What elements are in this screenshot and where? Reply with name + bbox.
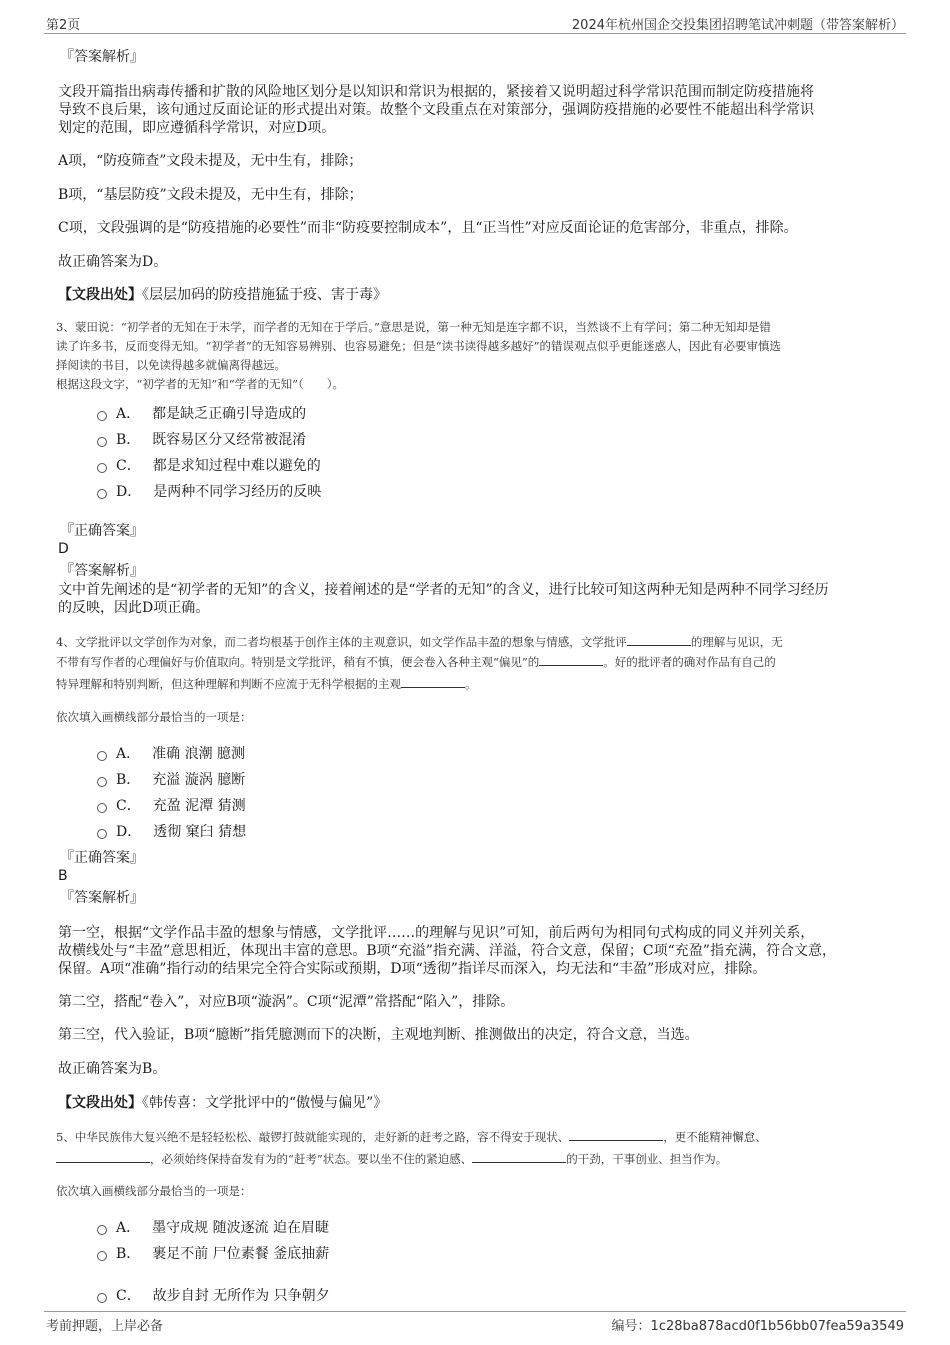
radio-option-c[interactable] [97, 463, 107, 473]
option-b[interactable] [116, 429, 306, 449]
option-letter: A． [116, 746, 141, 762]
option-a[interactable] [116, 743, 245, 763]
source-title: 《层层加码的防疫措施猛于疫、害于毒》 [142, 287, 387, 303]
question-text: 不带有写作者的心理偏好与价值取向。特别是文学批评，稍有不慎，便会卷入各种主观“偏见”的 [56, 655, 540, 669]
option-c[interactable] [116, 1285, 330, 1305]
option-text: 充溢 漩涡 臆断 [152, 772, 246, 788]
option-d[interactable] [116, 821, 246, 841]
document-code [612, 1315, 904, 1334]
correct-answer-text: 故正确答案为B。 [58, 1061, 167, 1077]
option-letter: C． [116, 1288, 141, 1304]
question-text: 4、文学批评以文学创作为对象，而二者均根基于创作主体的主观意识，如文学作品丰盈的想象与情感，文学批评 [56, 635, 627, 649]
option-text: 都是求知过程中难以避免的 [152, 458, 321, 474]
source-title: 《韩传喜：文学批评中的“傲慢与偏见”》 [142, 1095, 388, 1111]
header-divider [44, 33, 906, 34]
document-title: 2024年杭州国企交投集团招聘笔试冲刺题（带答案解析） [571, 18, 904, 33]
option-a[interactable] [116, 403, 306, 423]
fill-blank [539, 653, 603, 666]
radio-option-a[interactable] [97, 411, 107, 421]
option-a[interactable] [116, 1217, 329, 1237]
option-d[interactable] [116, 481, 321, 501]
option-c[interactable] [116, 795, 246, 815]
option-b[interactable] [116, 769, 245, 789]
question-text: 。好的批评者的确对作品有自己的 [603, 655, 776, 669]
radio-option-b[interactable] [97, 437, 107, 447]
radio-option-b[interactable] [97, 1251, 107, 1261]
radio-option-d[interactable] [97, 829, 107, 839]
option-text: 是两种不同学习经历的反映 [153, 484, 322, 500]
analysis-line: 文中首先阐述的是“初学者的无知”的含义，接着阐述的是“学者的无知”的含义，进行比较可知这两种无知是两种不同学习经历 [58, 582, 829, 598]
analysis-line: 第一空，根据“文学作品丰盈的想象与情感，文学批评……的理解与见识”可知，前后两句为相同句式构成的同义并列关系， [58, 925, 815, 941]
question-text: ，更不能精神懈怠、 [663, 1130, 767, 1144]
analysis-line: 第二空，搭配“卷入”，对应B项“漩涡”。C项“泥潭”常搭配“陷入”，排除。 [58, 994, 515, 1010]
question-line [56, 653, 776, 672]
source-citation [58, 1095, 387, 1112]
analysis-option-a: A项，“防疫筛查”文段未提及，无中生有，排除； [58, 153, 363, 169]
correct-answer-heading: 『正确答案』 [60, 523, 144, 539]
fill-blank [569, 1128, 663, 1141]
option-letter: C． [116, 458, 141, 474]
option-text: 墨守成规 随波逐流 迫在眉睫 [152, 1220, 330, 1236]
option-text: 都是缺乏正确引导造成的 [152, 406, 307, 422]
correct-answer: D [58, 541, 69, 557]
radio-option-d[interactable] [97, 489, 107, 499]
analysis-line: 文段开篇指出病毒传播和扩散的风险地区划分是以知识和常识为根据的，紧接着又说明超过科学常识范围而制定防疫措施将 [58, 84, 814, 100]
analysis-line: 划定的范围，即应遵循科学常识，对应D项。 [58, 120, 336, 136]
analysis-heading: 『答案解析』 [60, 49, 144, 65]
question-prompt: 根据这段文字，“初学者的无知”和“学者的无知”（ ）。 [56, 377, 345, 391]
option-b[interactable] [116, 1243, 329, 1263]
fill-blank [401, 675, 465, 688]
analysis-line: 保留。A项“准确”指行动的结果完全符合实际或预期，D项“透彻”指详尽而深入，均无法和“丰盈”形成对应，排除。 [58, 961, 767, 977]
correct-answer: B [58, 868, 68, 884]
question-text: ，必须始终保持奋发有为的“赶考”状态。要以坐不住的紧迫感、 [150, 1152, 473, 1166]
option-text: 既容易区分又经常被混淆 [152, 432, 307, 448]
question-text: 的理解与见识，无 [690, 635, 783, 649]
option-text: 充盈 泥潭 猜测 [152, 798, 246, 814]
question-text: 。 [465, 677, 477, 691]
code-label: 编号： [611, 1319, 651, 1334]
analysis-line: 第三空，代入验证，B项“臆断”指凭臆测而下的决断，主观地判断、推测做出的决定，符合文意，当选。 [58, 1027, 699, 1043]
option-letter: A． [116, 406, 141, 422]
radio-option-c[interactable] [97, 1293, 107, 1303]
question-line [56, 633, 783, 652]
correct-answer-text: 故正确答案为D。 [58, 254, 168, 270]
radio-option-b[interactable] [97, 777, 107, 787]
footer-divider [44, 1311, 906, 1312]
analysis-option-b: B项，“基层防疫”文段未提及，无中生有，排除； [58, 187, 363, 203]
question-line: 读了许多书，反而变得无知。“初学者”的无知容易辨别、也容易避免；但是“读书读得越多越好”的错误观点似乎更能迷惑人，因此有必要审慎选 [56, 339, 782, 353]
analysis-line: 导致不良后果，该句通过反面论证的形式提出对策。故整个文段重点在对策部分，强调防疫措施的必要性不能超出科学常识 [58, 102, 814, 118]
correct-answer-heading: 『正确答案』 [60, 850, 144, 866]
option-letter: C． [116, 798, 141, 814]
source-label: 【文段出处】 [58, 1095, 142, 1111]
option-text: 裹足不前 尸位素餐 釜底抽薪 [152, 1246, 330, 1262]
option-text: 故步自封 无所作为 只争朝夕 [152, 1288, 330, 1304]
option-letter: B． [116, 432, 141, 448]
radio-option-a[interactable] [97, 751, 107, 761]
question-text: 特异理解和特别判断，但这种理解和判断不应流于无科学根据的主观 [56, 677, 401, 691]
question-line: 3、蒙田说：“初学者的无知在于未学，而学者的无知在于学后。”意思是说，第一种无知是连字都不识，当然谈不上有学问；第二种无知却是错 [56, 320, 771, 334]
analysis-line: 故横线处与“丰盈”意思相近，体现出丰富的意思。B项“充溢”指充满、洋溢，符合文意，保留；C项“充盈”指充满，符合文意， [58, 943, 836, 959]
fill-blank [627, 633, 691, 646]
option-letter: B． [116, 772, 141, 788]
question-text: 的干劲，干事创业、担当作为。 [566, 1152, 728, 1166]
footer-slogan: 考前押题，上岸必备 [46, 1319, 164, 1334]
question-line [56, 675, 477, 694]
question-prompt: 依次填入画横线部分最恰当的一项是： [56, 710, 252, 724]
question-line [56, 1128, 767, 1147]
option-text: 透彻 窠臼 猜想 [153, 824, 247, 840]
option-letter: D． [116, 824, 142, 840]
page-number: 第2页 [46, 18, 81, 33]
analysis-heading: 『答案解析』 [60, 563, 144, 579]
option-letter: A． [116, 1220, 141, 1236]
analysis-heading: 『答案解析』 [60, 890, 144, 906]
fill-blank [56, 1150, 150, 1163]
source-label: 【文段出处】 [58, 287, 142, 303]
analysis-option-c: C项，文段强调的是“防疫措施的必要性”而非“防疫要控制成本”，且“正当性”对应反面论证的危害部分，非重点，排除。 [58, 220, 798, 236]
question-line: 择阅读的书目，以免读得越多就偏离得越远。 [56, 358, 286, 372]
fill-blank [472, 1150, 566, 1163]
option-letter: B． [116, 1246, 141, 1262]
option-c[interactable] [116, 455, 321, 475]
option-letter: D． [116, 484, 142, 500]
radio-option-c[interactable] [97, 803, 107, 813]
code-value: 1c28ba878acd0f1b56bb07fea59a3549 [650, 1319, 904, 1334]
question-line [56, 1150, 727, 1169]
question-prompt: 依次填入画横线部分最恰当的一项是： [56, 1184, 252, 1198]
analysis-line: 的反映，因此D项正确。 [58, 600, 210, 616]
source-citation [58, 287, 387, 304]
option-text: 准确 浪潮 臆测 [152, 746, 246, 762]
radio-option-a[interactable] [97, 1225, 107, 1235]
question-text: 5、中华民族伟大复兴绝不是轻轻松松、敲锣打鼓就能实现的，走好新的赶考之路，容不得安于现状、 [56, 1130, 570, 1144]
